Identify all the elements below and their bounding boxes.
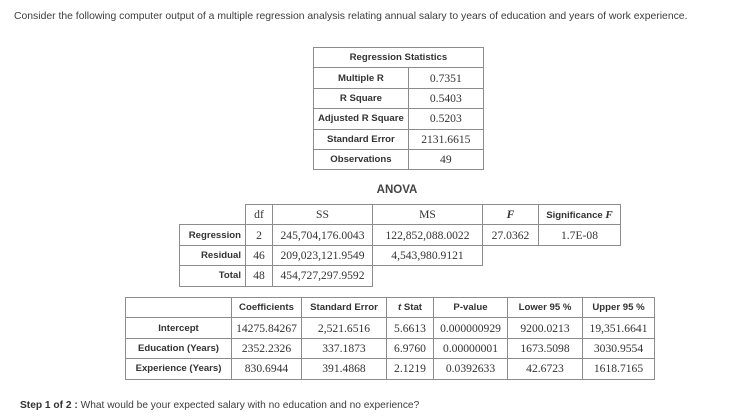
row-label: Experience (Years) <box>126 359 232 379</box>
cell-t-stat: 5.6613 <box>387 318 434 338</box>
cell-df: 2 <box>246 225 273 245</box>
cell-ms: 4,543,980.9121 <box>373 245 483 265</box>
cell-significance-f: 1.7E-08 <box>539 225 621 245</box>
header-ss: SS <box>273 205 373 225</box>
cell-t-stat: 2.1219 <box>387 359 434 379</box>
stat-label: Multiple R <box>314 68 409 88</box>
step-question: What would be your expected salary with no education and no experience? <box>80 400 420 411</box>
header-standard-error: Standard Error <box>302 298 387 318</box>
anova-table <box>179 204 621 287</box>
table-row <box>126 318 655 338</box>
empty-cell <box>539 266 621 286</box>
table-row <box>126 359 655 379</box>
table-header-row <box>126 298 655 318</box>
table-row <box>314 109 484 129</box>
stat-value: 0.5203 <box>408 109 483 129</box>
cell-upper-95: 19,351.6641 <box>583 318 655 338</box>
regression-statistics-table <box>313 47 484 170</box>
empty-cell <box>539 245 621 265</box>
row-label: Regression <box>180 225 246 245</box>
empty-cell <box>483 245 539 265</box>
empty-cell <box>126 298 232 318</box>
cell-coefficient: 2352.2326 <box>232 338 302 358</box>
cell-lower-95: 9200.0213 <box>508 318 583 338</box>
table-row <box>314 88 484 108</box>
row-label: Residual <box>180 245 246 265</box>
cell-f: 27.0362 <box>483 225 539 245</box>
cell-coefficient: 830.6944 <box>232 359 302 379</box>
cell-standard-error: 391.4868 <box>302 359 387 379</box>
header-p-value: P-value <box>434 298 508 318</box>
header-t-stat: t Stat <box>387 298 434 318</box>
empty-cell <box>180 205 246 225</box>
table-row <box>180 266 621 286</box>
cell-p-value: 0.00000001 <box>434 338 508 358</box>
header-upper-95: Upper 95 % <box>583 298 655 318</box>
question-text: Consider the following computer output of a multiple regression analysis relating annual salary to years of education and years of work experience. <box>14 11 688 22</box>
cell-ss: 245,704,176.0043 <box>273 225 373 245</box>
table-row <box>180 225 621 245</box>
header-ms: MS <box>373 205 483 225</box>
cell-ss: 454,727,297.9592 <box>273 266 373 286</box>
cell-upper-95: 3030.9554 <box>583 338 655 358</box>
table-row <box>126 338 655 358</box>
cell-ss: 209,023,121.9549 <box>273 245 373 265</box>
table-row <box>314 149 484 169</box>
cell-upper-95: 1618.7165 <box>583 359 655 379</box>
coefficients-table <box>125 297 655 380</box>
cell-lower-95: 42.6723 <box>508 359 583 379</box>
stat-label: Adjusted R Square <box>314 109 409 129</box>
row-label: Intercept <box>126 318 232 338</box>
table-row <box>314 129 484 149</box>
stat-label: R Square <box>314 88 409 108</box>
stat-value: 0.7351 <box>408 68 483 88</box>
t-symbol: t <box>398 302 402 314</box>
cell-ms: 122,852,088.0022 <box>373 225 483 245</box>
anova-title: ANOVA <box>376 184 418 196</box>
cell-p-value: 0.0392633 <box>434 359 508 379</box>
cell-df: 48 <box>246 266 273 286</box>
cell-standard-error: 337.1873 <box>302 338 387 358</box>
header-significance-f: Significance F <box>539 205 621 225</box>
header-f: F <box>483 205 539 225</box>
cell-coefficient: 14275.84267 <box>232 318 302 338</box>
f-symbol: F <box>605 208 613 221</box>
empty-cell <box>483 266 539 286</box>
header-df: df <box>246 205 273 225</box>
row-label: Education (Years) <box>126 338 232 358</box>
header-lower-95: Lower 95 % <box>508 298 583 318</box>
step-label: Step 1 of 2 : <box>20 400 78 411</box>
header-coefficients: Coefficients <box>232 298 302 318</box>
cell-t-stat: 6.9760 <box>387 338 434 358</box>
regression-statistics-title: Regression Statistics <box>314 48 484 68</box>
row-label: Total <box>180 266 246 286</box>
cell-lower-95: 1673.5098 <box>508 338 583 358</box>
cell-standard-error: 2,521.6516 <box>302 318 387 338</box>
table-header-row <box>180 205 621 225</box>
table-row <box>314 68 484 88</box>
step-prompt <box>20 400 419 411</box>
stat-label: Observations <box>314 149 409 169</box>
empty-cell <box>373 266 483 286</box>
table-row <box>180 245 621 265</box>
cell-p-value: 0.000000929 <box>434 318 508 338</box>
stat-value: 0.5403 <box>408 88 483 108</box>
stat-value: 49 <box>408 149 483 169</box>
cell-df: 46 <box>246 245 273 265</box>
stat-label: Standard Error <box>314 129 409 149</box>
stat-value: 2131.6615 <box>408 129 483 149</box>
table-row <box>314 48 484 68</box>
